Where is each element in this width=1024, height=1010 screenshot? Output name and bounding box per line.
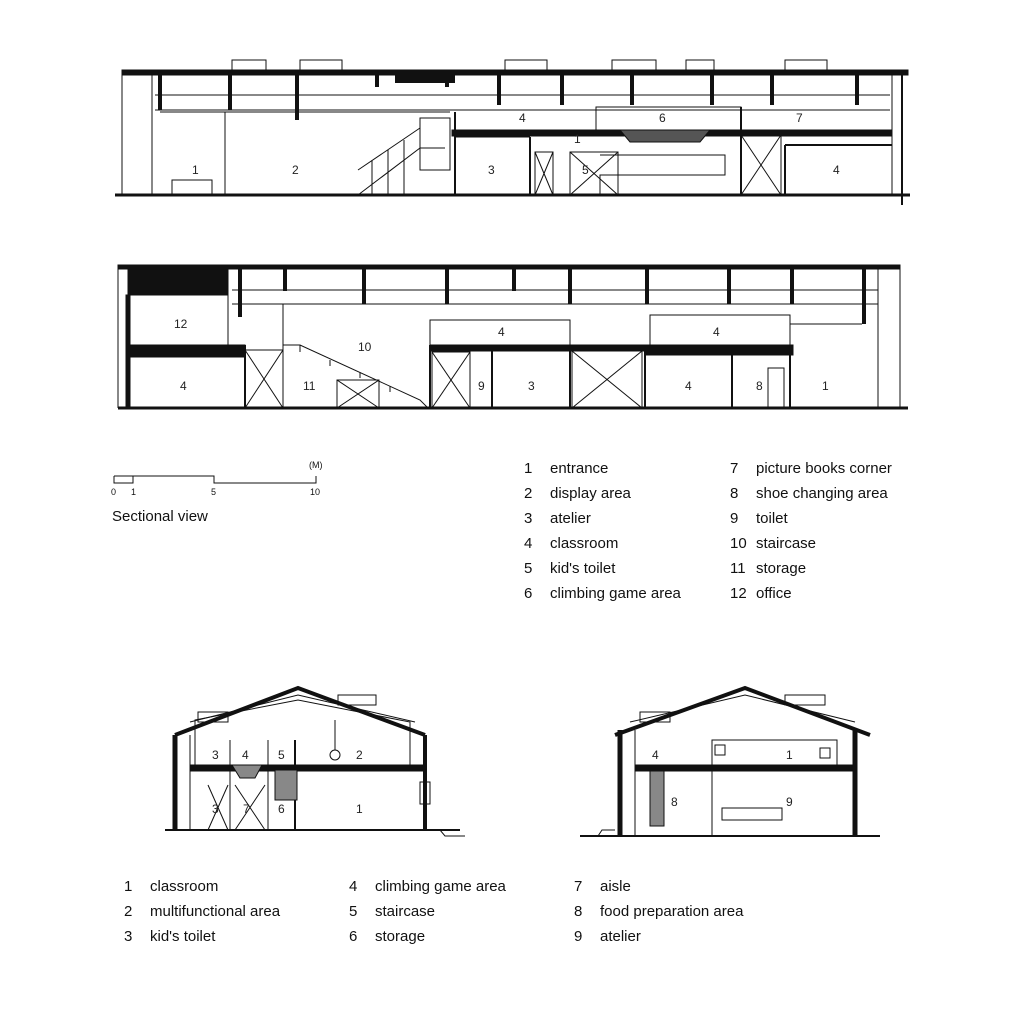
section-a-tag: 6 (659, 111, 666, 125)
section-b-tag: 8 (756, 379, 763, 393)
cross-section-right (580, 688, 880, 836)
legend-item: 3 atelier (524, 510, 591, 527)
cross-section-left (165, 688, 465, 836)
cross-right-tag: 1 (786, 748, 793, 762)
cross-left-tag: 6 (278, 802, 285, 816)
cross-right-tag: 8 (671, 795, 678, 809)
scale-bar (114, 476, 316, 483)
legend-item: 4 climbing game area (349, 878, 506, 895)
section-a (115, 60, 910, 205)
section-b-tag: 4 (685, 379, 692, 393)
section-a-tag: 7 (796, 111, 803, 125)
legend-item: 2 display area (524, 485, 631, 502)
cross-left-tag: 5 (278, 748, 285, 762)
legend-item: 4 classroom (524, 535, 619, 552)
section-b-tag: 4 (180, 379, 187, 393)
section-a-tag: 1 (574, 132, 581, 146)
legend-item: 11 storage (730, 560, 807, 577)
section-b-tag: 9 (478, 379, 485, 393)
cross-right-tag: 9 (786, 795, 793, 809)
legend-item: 6 climbing game area (524, 585, 681, 602)
section-a-tag: 4 (519, 111, 526, 125)
cross-left-tag: 3 (212, 748, 219, 762)
cross-left-tag: 1 (356, 802, 363, 816)
scale-tick-label: 1 (131, 487, 137, 497)
legend-item: 5 kid's toilet (524, 560, 616, 577)
legend-item: 9 atelier (574, 928, 641, 945)
section-b-tag: 4 (498, 325, 505, 339)
legend-item: 6 storage (349, 928, 426, 945)
section-b-tag: 12 (174, 317, 188, 331)
legend-item: 2 multifunctional area (124, 903, 281, 920)
legend-item: 7 picture books corner (730, 460, 892, 477)
scale-tick-label: 5 (211, 487, 217, 497)
legend-item: 7 aisle (574, 878, 631, 895)
legend-item: 5 staircase (349, 903, 436, 920)
cross-left-tag: 7 (243, 802, 250, 816)
sectional-view-title: Sectional view (112, 508, 208, 525)
section-a-tag: 5 (582, 163, 589, 177)
cross-left-tag: 3 (212, 802, 219, 816)
section-b-tag: 1 (822, 379, 829, 393)
scale-tick-label: 10 (310, 487, 321, 497)
scale-unit: (M) (309, 460, 323, 470)
legend-item: 12 office (730, 585, 792, 602)
legend-item: 1 classroom (124, 878, 219, 895)
legend-item: 8 food preparation area (574, 903, 744, 920)
cross-right-tag: 4 (652, 748, 659, 762)
section-b-tag: 10 (358, 340, 372, 354)
section-a-tag: 1 (192, 163, 199, 177)
cross-left-tag: 2 (356, 748, 363, 762)
section-a-tag: 4 (833, 163, 840, 177)
legend-item: 1 entrance (524, 460, 609, 477)
section-b-tag: 11 (303, 379, 316, 393)
section-b-tag: 4 (713, 325, 720, 339)
scale-tick-label: 0 (111, 487, 117, 497)
section-b (118, 265, 908, 408)
section-b-tag: 3 (528, 379, 535, 393)
section-a-tag: 3 (488, 163, 495, 177)
legend-item: 3 kid's toilet (124, 928, 216, 945)
cross-left-tag: 4 (242, 748, 249, 762)
legend-item: 8 shoe changing area (730, 485, 888, 502)
legend-item: 10 staircase (730, 535, 817, 552)
legend-item: 9 toilet (730, 510, 788, 527)
section-a-tag: 2 (292, 163, 299, 177)
